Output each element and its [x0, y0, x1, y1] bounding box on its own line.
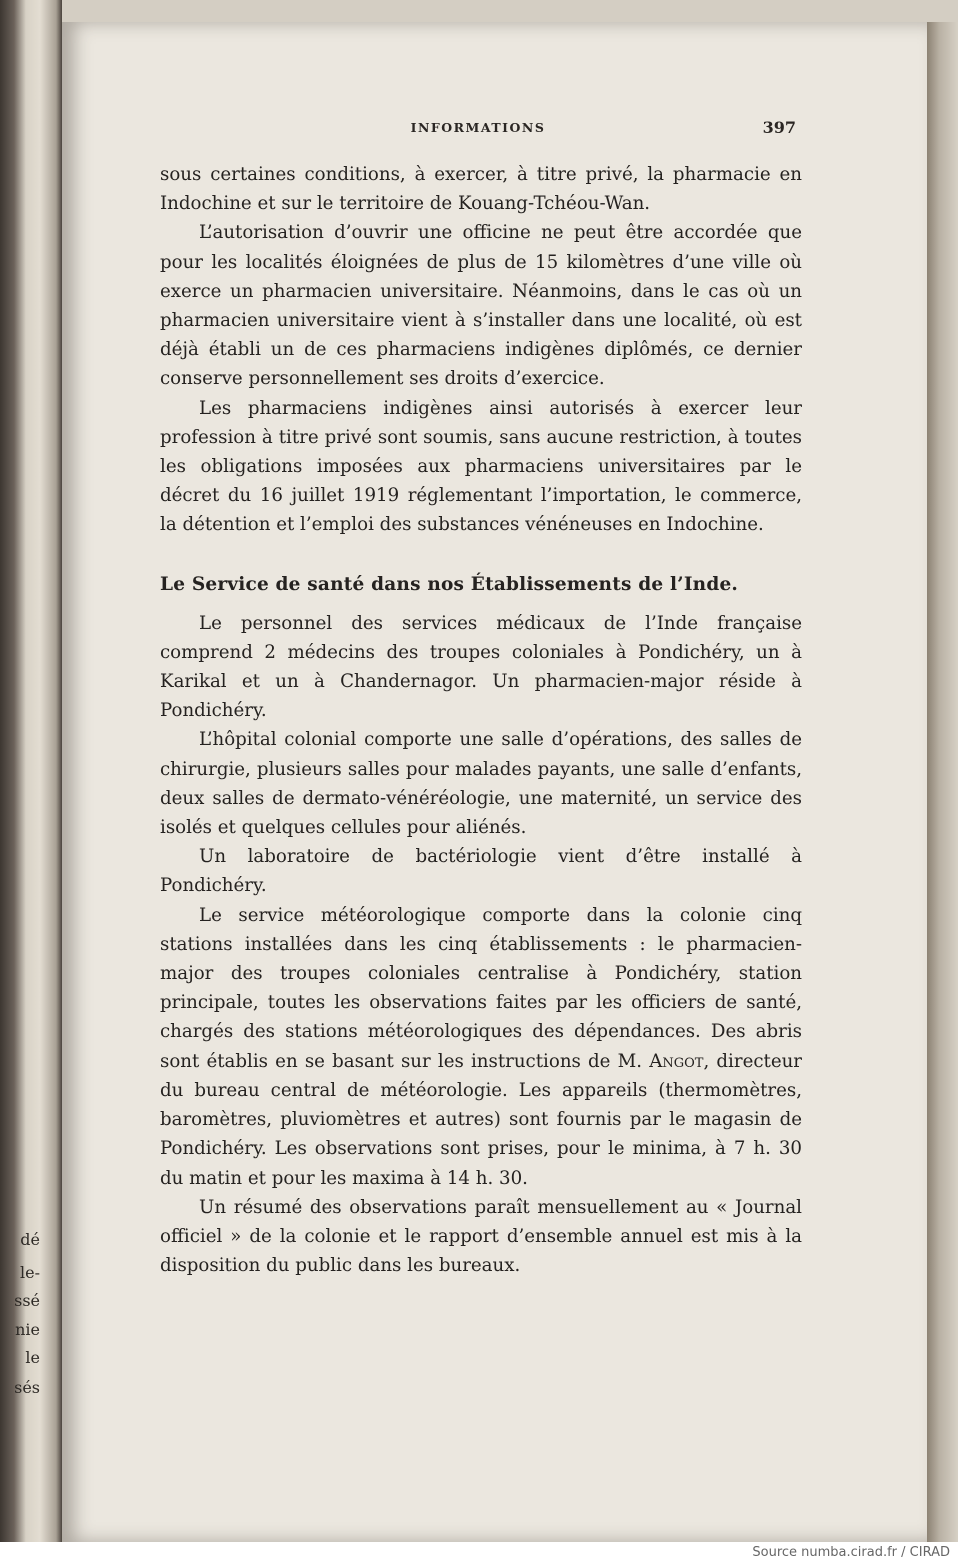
margin-fragment: le- [20, 1263, 40, 1282]
paragraph-meteorology [160, 901, 802, 1193]
paragraph: sous certaines conditions, à exercer, à titre privé, la pharmacie en Indochine et sur le territoire de Kouang-Tchéou-Wan. [160, 164, 802, 215]
section-title: Le Service de santé dans nos Établissements de l’Inde. [160, 573, 739, 595]
margin-fragment: nie [15, 1320, 40, 1339]
source-credit: Source numba.cirad.fr / CIRAD [752, 1545, 950, 1560]
page-body [160, 160, 802, 1280]
paragraph: Les pharmaciens indigènes ainsi autorisés à exercer leur profession à titre privé sont soumis, sans aucune restriction, à toutes les obligations imposées aux pharmaciens universitaires par le décret du 16 juillet 1919 réglementant l’importation, le commerce, la détention et l’emploi des substances vénéneuses en Indochine. [160, 397, 802, 536]
book-right-edge [927, 22, 958, 1542]
paragraph: Un résumé des observations paraît mensuellement au « Journal officiel » de la colonie et le rapport d’ensemble annuel est mis à la disposition du public dans les bureaux. [160, 1196, 802, 1277]
margin-fragment: le [25, 1348, 40, 1367]
text-run: , directeur du bureau central de météorologie. Les appareils (thermomètres, baromètres, pluviomètres et autres) sont fournis par le magasin de Pondichéry. Les observations sont prises, pour le minima, à 7 h. 30 du matin et pour les maxima à 14 h. 30. [160, 1050, 802, 1189]
paragraph: L’autorisation d’ouvrir une officine ne peut être accordée que pour les localités éloignées de plus de 15 kilomètres d’une ville où exerce un pharmacien universitaire. Néanmoins, dans le cas où un pharmacien universitaire vient à s’installer dans une localité, où est déjà établi un de ces pharmaciens indigènes diplômés, ce dernier conserve personnellement ses droits d’exercice. [160, 222, 802, 390]
margin-fragment: ssé [14, 1291, 40, 1310]
paragraph: Le personnel des services médicaux de l’Inde française comprend 2 médecins des troupes coloniales à Pondichéry, un à Karikal et un à Chandernagor. Un pharmacien-major réside à Pondichéry. [160, 612, 802, 722]
text-run: Le service météorologique comporte dans la colonie cinq stations installées dans les cinq établissements : le pharmacien-major des troupes coloniales centralise à Pondichéry, station principale, toutes les observations faites par les officiers de santé, chargés des stations météorologiques des dépendances. Des abris sont établis en se basant sur les instructions de M. [160, 904, 802, 1072]
paragraph: Un laboratoire de bactériologie vient d’être installé à Pondichéry. [160, 846, 802, 897]
margin-fragment: dé [20, 1230, 40, 1249]
person-name: Angot [649, 1050, 704, 1072]
page-number: 397 [762, 118, 796, 137]
book-top-edge [62, 0, 958, 22]
margin-fragment: sés [14, 1378, 40, 1397]
paragraph: L’hôpital colonial comporte une salle d’opérations, des salles de chirurgie, plusieurs salles pour malades payants, une salle d’enfants, deux salles de dermato-vénéréologie, une maternité, un service des isolés et quelques cellules pour aliénés. [160, 729, 802, 839]
previous-page-edge [0, 0, 62, 1542]
running-head: INFORMATIONS [410, 120, 546, 135]
page-header [160, 118, 796, 140]
